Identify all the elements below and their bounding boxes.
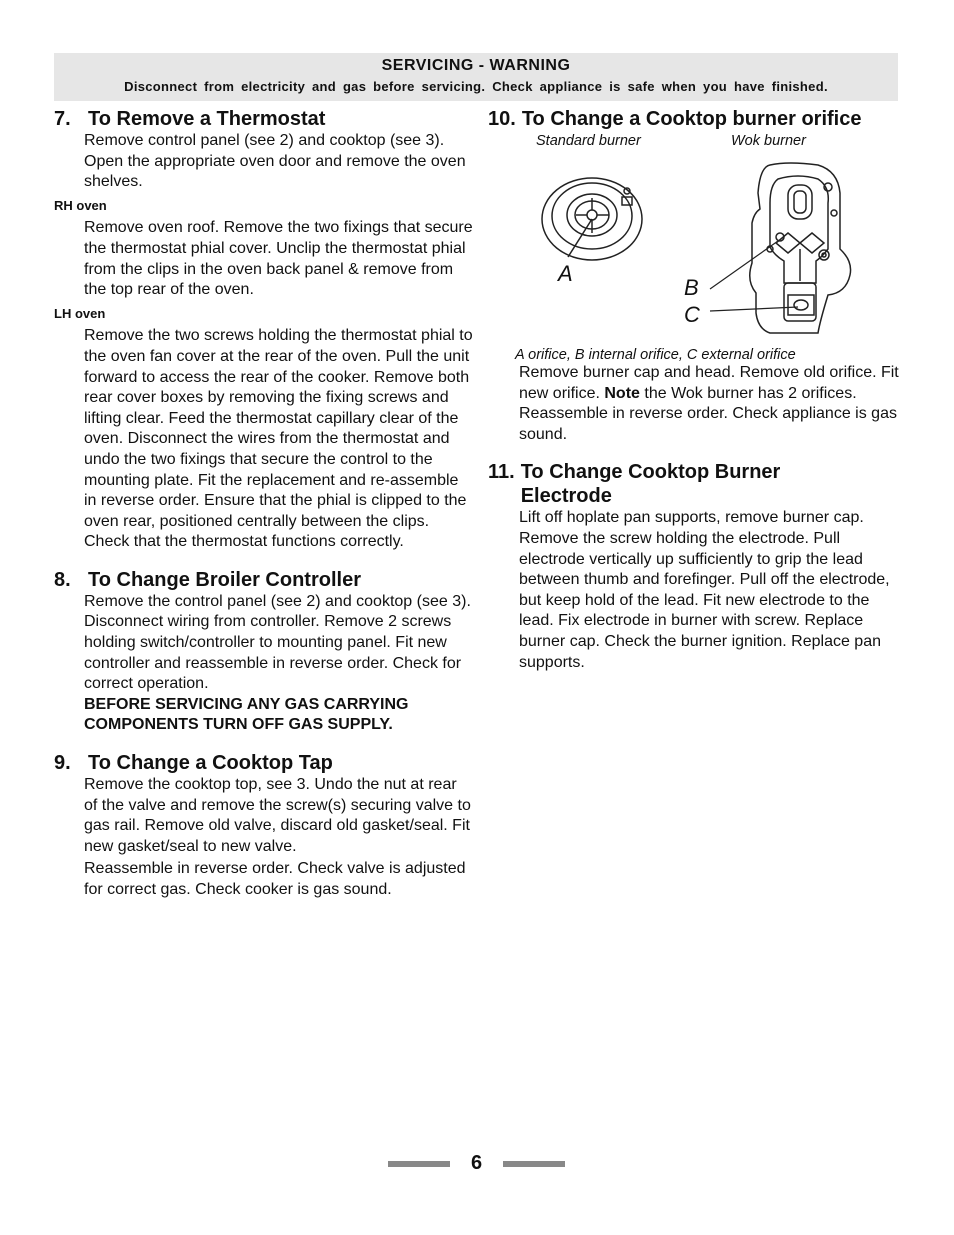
figure-letter-b: B bbox=[684, 275, 699, 300]
section-7 bbox=[54, 107, 474, 553]
section-number: 10. bbox=[488, 108, 516, 130]
section-11-text: Lift off hoplate pan supports, remove burner cap. Remove the screw holding the electrode. Pull electrode vertically up sufficiently to grip the lead between thumb and forefinger. Pull off the electrode, but keep hold of the lead. Fit new electrode to the lead. Fix electrode in burner with screw. Replace burner cap. Check the burner ignition. Replace pan supports. bbox=[519, 509, 890, 671]
section-9-heading bbox=[54, 751, 474, 775]
section-title: To Change a Cooktop Tap bbox=[88, 752, 333, 775]
section-8-heading bbox=[54, 568, 474, 592]
section-title: To Change Broiler Controller bbox=[88, 568, 361, 591]
section-8-text: Remove the control panel (see 2) and cooktop (see 3). Disconnect wiring from controller. Remove 2 screws holding switch/controller to mounting panel. Fit new controller and reassemble in reverse order. Check for correct operation. bbox=[84, 592, 471, 693]
section-9 bbox=[54, 751, 474, 901]
section-7-intro: Remove control panel (see 2) and cooktop (see 3). Open the appropriate oven door and remove the oven shelves. bbox=[84, 132, 466, 191]
burner-figure bbox=[488, 153, 908, 343]
right-column bbox=[488, 107, 908, 673]
servicing-warning-banner bbox=[54, 53, 898, 101]
section-9-text-2: Reassemble in reverse order. Check valve is adjusted for correct gas. Check cooker is gas sound. bbox=[84, 860, 466, 898]
note-label: Note bbox=[604, 384, 640, 402]
section-title: To Change a Cooktop burner orifice bbox=[521, 108, 862, 130]
lh-oven-label: LH oven bbox=[54, 305, 106, 321]
standard-burner-drawing bbox=[542, 178, 642, 260]
left-column bbox=[54, 107, 474, 901]
section-number: 7. bbox=[54, 108, 71, 130]
figure-letter-c: C bbox=[684, 302, 700, 327]
figure-caption: A orifice, B internal orifice, C external orifice bbox=[515, 347, 796, 363]
figure-letter-a: A bbox=[558, 261, 573, 286]
section-number: 11. bbox=[488, 461, 515, 484]
section-title: To Remove a Thermostat bbox=[88, 108, 326, 130]
section-title: To Change Cooktop Burner Electrode bbox=[520, 461, 781, 508]
section-10-text bbox=[488, 363, 908, 445]
section-9-text-1: Remove the cooktop top, see 3. Undo the nut at rear of the valve and remove the screw(s) securing valve to gas rail. Remove old valve, discard old gasket/seal. Fit new gasket/seal to new valve. bbox=[84, 776, 471, 855]
rh-oven-text: Remove oven roof. Remove the two fixings that secure the thermostat phial cover. Unclip the thermostat phial from the clips in the oven back panel & remove from the top rear of the oven. bbox=[84, 219, 473, 299]
section-10-text-post: the Wok burner has 2 orifices. Reassemble in reverse order. Check appliance is gas sound. bbox=[519, 384, 897, 443]
section-10 bbox=[488, 107, 908, 445]
wok-burner-drawing bbox=[750, 163, 851, 333]
gas-warning: BEFORE SERVICING ANY GAS CARRYING COMPONENTS TURN OFF GAS SUPPLY. bbox=[84, 695, 409, 734]
page-footer bbox=[388, 1152, 565, 1176]
section-number: 9. bbox=[54, 752, 71, 775]
standard-burner-label: Standard burner bbox=[536, 133, 641, 149]
page-number: 6 bbox=[470, 1152, 483, 1174]
section-10-text-pre: Remove burner cap and head. Remove old orifice. Fit new orifice. bbox=[519, 364, 899, 402]
warning-title: SERVICING - WARNING bbox=[381, 57, 571, 74]
section-11 bbox=[488, 460, 908, 673]
figure-labels bbox=[488, 131, 908, 153]
rh-oven-label: RH oven bbox=[54, 197, 107, 213]
section-11-heading bbox=[488, 460, 908, 508]
section-7-heading bbox=[54, 107, 474, 131]
wok-burner-label: Wok burner bbox=[731, 133, 806, 149]
section-number: 8. bbox=[54, 568, 71, 591]
footer-bar-right bbox=[503, 1161, 565, 1167]
lh-oven-text: Remove the two screws holding the thermostat phial to the oven fan cover at the rear of the oven. Pull the unit forward to access the rear of the cooker. Remove both rear cover boxes by removing the fixing screws and lifting clear. Feed the thermostat capillary clear of the oven. Disconnect the wires from the thermostat and undo the two fixings that secure the control to the mounting plate. Fit the replacement and re-assemble in reverse order. Ensure that the phial is clipped to the oven rear, positioned centrally between the clips. Check that the thermostat functions correctly. bbox=[84, 327, 473, 551]
warning-text: Disconnect from electricity and gas before servicing. Check appliance is safe when you have finished. bbox=[124, 79, 828, 94]
leader-c bbox=[710, 307, 798, 311]
leader-b bbox=[710, 241, 778, 289]
section-8 bbox=[54, 568, 474, 736]
section-10-heading bbox=[488, 107, 908, 131]
